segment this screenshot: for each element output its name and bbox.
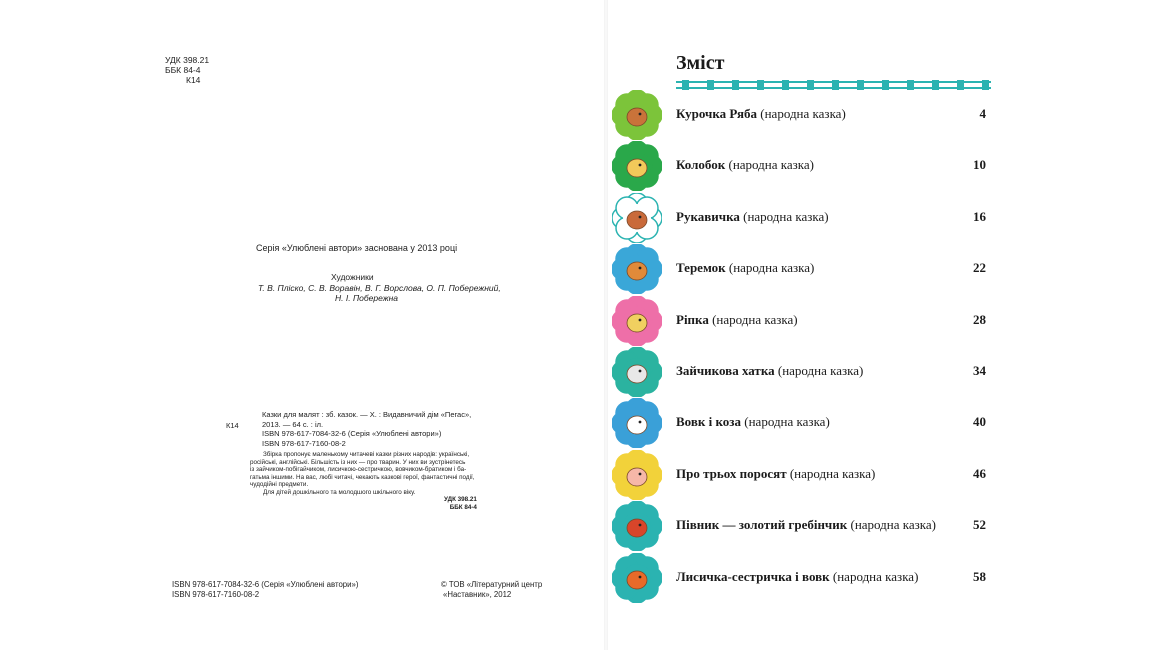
- description-line: чудодійні предмети.: [250, 481, 309, 489]
- copyright-line: © ТОВ «Літературний центр: [441, 580, 543, 589]
- toc-item-page: 46: [973, 465, 986, 481]
- pigs-icon: [627, 468, 647, 486]
- left-page: [116, 0, 606, 650]
- toc-item-title: [676, 517, 936, 533]
- toc-item-name: Рукавичка: [676, 208, 740, 224]
- toc-item[interactable]: [612, 193, 992, 243]
- series-note: Серія «Улюблені автори» заснована у 2013 році: [256, 243, 458, 253]
- flower-badge: [612, 450, 662, 500]
- catalog-line: ISBN 978-617-7160-08-2: [262, 438, 346, 448]
- toc-item-title: [676, 209, 829, 225]
- bbk-line: ББК 84-4: [165, 65, 201, 75]
- toc-item-title: [676, 466, 875, 482]
- copyright-line: «Наставник», 2012: [443, 590, 512, 599]
- isbn-line: ISBN 978-617-7160-08-2: [172, 590, 260, 599]
- flower-badge: [612, 347, 662, 397]
- toc-item-name: Колобок: [676, 157, 726, 173]
- toc-item-genre: (народна казка): [757, 106, 846, 121]
- description-line: гатьма іншими. На вас, любі читачі, чекають казкові герої, фантастичні події,: [250, 473, 475, 481]
- flower-badge: [612, 90, 662, 140]
- flower-badge: [612, 141, 662, 191]
- udk-block: [165, 55, 209, 85]
- toc-item-genre: (народна казка): [829, 568, 919, 584]
- toc-item-title: [676, 414, 830, 430]
- catalog-udk: [444, 496, 477, 511]
- toc-item-genre: (народна казка): [741, 414, 830, 430]
- toc-item-name: Теремок: [676, 260, 726, 276]
- catalog-line: ISBN 978-617-7084-32-6 (Серія «Улюблені автори»): [262, 429, 442, 438]
- description-line: із зайчиком-побігайчиком, лисичкою-сестричкою, вовчиком-братиком і ба-: [250, 466, 467, 474]
- toc-item-page: 52: [973, 517, 986, 533]
- catalog-body: [262, 410, 472, 448]
- toc-item-name: Півник — золотий гребінчик: [676, 517, 848, 533]
- toc-item[interactable]: [612, 90, 992, 140]
- toc-item-name: Курочка Ряба: [676, 106, 758, 121]
- toc-item-title: [676, 569, 918, 585]
- description-line: Для дітей дошкільного та молодшого шкільного віку.: [263, 488, 416, 496]
- udk-line: УДК 398.21: [165, 55, 210, 65]
- toc-item[interactable]: [612, 450, 992, 500]
- fox-icon: [627, 571, 647, 589]
- catalog-description: [250, 451, 478, 497]
- goat-icon: [627, 416, 647, 434]
- toc-item-name: Ріпка: [676, 311, 709, 327]
- mitten-icon: [627, 211, 647, 229]
- toc-item-genre: (народна казка): [708, 311, 798, 327]
- flower-badge: [612, 501, 662, 551]
- hen-icon: [627, 108, 647, 126]
- artists-list: [258, 283, 501, 303]
- flower-badge: [612, 553, 662, 603]
- toc-item-page: 4: [979, 106, 986, 121]
- catalog-bbk-line: ББК 84-4: [449, 503, 477, 511]
- author-mark-line: К14: [186, 75, 201, 85]
- toc-item-title: [676, 312, 798, 328]
- toc-item-genre: (народна казка): [725, 157, 814, 173]
- flower-badge: [612, 193, 662, 243]
- artists-line: Н. І. Побережна: [335, 293, 398, 303]
- copyright: [441, 580, 542, 600]
- toc-item-page: 34: [973, 363, 986, 378]
- turnip-icon: [627, 314, 647, 332]
- toc-item-genre: (народна казка): [847, 517, 937, 533]
- catalog-code: К14: [226, 421, 239, 430]
- toc-item[interactable]: [612, 244, 992, 294]
- catalog-line: 2013. — 64 с. : іл.: [262, 419, 324, 429]
- artists-heading: Художники: [331, 272, 374, 282]
- toc-item-page: 16: [973, 208, 986, 224]
- toc-item[interactable]: [612, 141, 992, 191]
- kolobok-icon: [627, 159, 647, 177]
- toc-item-genre: (народна казка): [774, 363, 864, 378]
- toc-item[interactable]: [612, 296, 992, 346]
- toc-item-page: 40: [973, 414, 986, 430]
- toc-item-title: [676, 106, 846, 122]
- toc-title: Зміст: [676, 52, 725, 74]
- toc-item-title: [676, 157, 814, 173]
- flower-badge: [612, 398, 662, 448]
- catalog-udk-line: УДК 398.21: [444, 496, 477, 503]
- toc-item[interactable]: [612, 347, 992, 397]
- toc-item-page: 28: [973, 311, 986, 327]
- toc-item-genre: (народна казка): [739, 208, 829, 224]
- description-line: російські, англійські. Більшість із них — про тварин. У них ви зустрінетесь: [250, 458, 466, 466]
- artists-line: Т. В. Пліско, С. В. Воравін, В. Г. Ворслова, О. П. Побережний,: [258, 283, 501, 293]
- description-line: Збірка пропонує маленькому читачеві казки різних народів: українські,: [263, 451, 470, 458]
- bottom-isbn: [172, 580, 358, 600]
- hare-icon: [627, 365, 647, 383]
- flower-badge: [612, 244, 662, 294]
- toc-item-title: [676, 260, 814, 276]
- toc-item-name: Зайчикова хатка: [676, 363, 775, 378]
- toc-item-page: 10: [973, 157, 986, 173]
- toc-item-page: 58: [973, 568, 986, 584]
- toc-item-name: Про трьох поросят: [676, 465, 787, 481]
- catalog-line: Казки для малят : зб. казок. — Х. : Видавничий дім «Пегас»,: [262, 410, 472, 419]
- house-icon: [627, 262, 647, 280]
- toc-item-page: 22: [973, 260, 986, 276]
- toc-item[interactable]: [612, 501, 992, 551]
- toc-item-genre: (народна казка): [786, 465, 876, 481]
- toc-item-name: Вовк і коза: [676, 414, 742, 430]
- isbn-line: ISBN 978-617-7084-32-6 (Серія «Улюблені автори»): [172, 580, 359, 589]
- book-fold: [604, 0, 608, 650]
- rooster-icon: [627, 519, 647, 537]
- toc-item-name: Лисичка-сестричка і вовк: [676, 568, 830, 584]
- toc-item[interactable]: [612, 398, 992, 448]
- toc-item-title: [676, 363, 863, 379]
- toc-item[interactable]: [612, 553, 992, 603]
- toc-item-genre: (народна казка): [725, 260, 815, 276]
- flower-badge: [612, 296, 662, 346]
